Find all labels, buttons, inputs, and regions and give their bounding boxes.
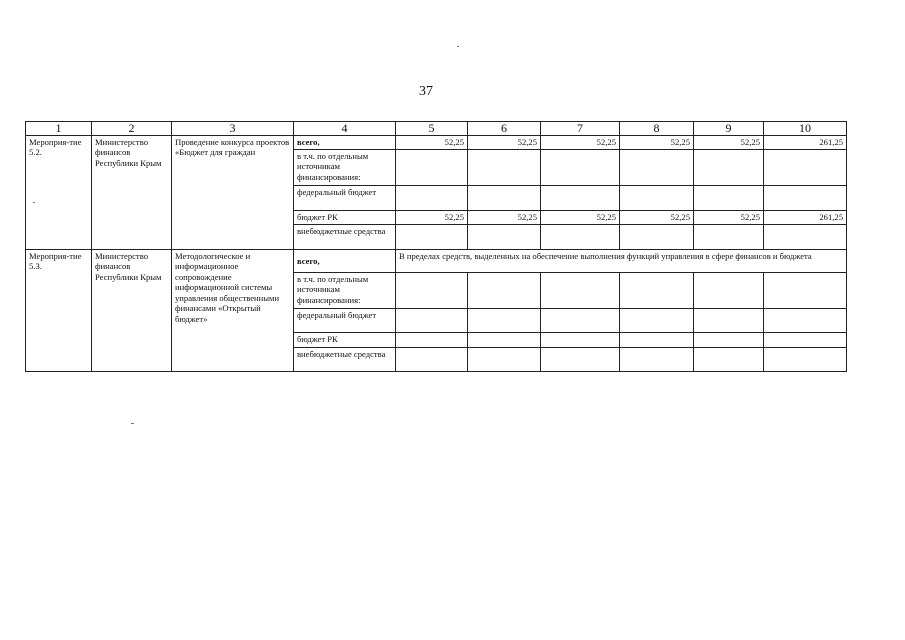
table-row	[26, 250, 847, 273]
value-cell	[764, 150, 847, 186]
value-cell	[396, 273, 468, 309]
funding-source: бюджет РК	[294, 333, 396, 348]
value-cell	[396, 150, 468, 186]
value-cell	[468, 333, 541, 348]
value-cell	[541, 333, 620, 348]
value-cell	[396, 186, 468, 211]
value-cell	[694, 333, 764, 348]
column-header: 2	[92, 122, 172, 136]
value-cell	[620, 273, 694, 309]
funding-source: федеральный бюджет	[294, 309, 396, 333]
value-cell	[468, 309, 541, 333]
value-cell	[764, 225, 847, 250]
value-cell: 52,25	[694, 136, 764, 150]
funding-source: в т.ч. по отдельным источникам финансирования:	[294, 150, 396, 186]
funding-source: федеральный бюджет	[294, 186, 396, 211]
value-cell: 261,25	[764, 211, 847, 225]
column-header: 5	[396, 122, 468, 136]
value-cell	[620, 225, 694, 250]
value-cell	[764, 186, 847, 211]
value-cell	[694, 348, 764, 372]
value-cell	[541, 225, 620, 250]
column-header: 6	[468, 122, 541, 136]
value-cell	[468, 150, 541, 186]
value-cell	[541, 348, 620, 372]
value-cell: 52,25	[541, 211, 620, 225]
value-cell	[620, 333, 694, 348]
scan-speck	[457, 46, 459, 47]
value-cell: 52,25	[620, 136, 694, 150]
activity-name: Проведение конкурса проектов «Бюджет для граждан	[172, 136, 294, 250]
financing-table	[25, 121, 847, 372]
value-cell	[468, 225, 541, 250]
value-cell	[694, 225, 764, 250]
funding-source: всего,	[294, 250, 396, 273]
value-cell	[396, 225, 468, 250]
table-row	[26, 136, 847, 150]
column-header: 4	[294, 122, 396, 136]
value-cell	[396, 333, 468, 348]
activity-executor: Министерство финансов Республики Крым	[92, 136, 172, 250]
scan-speck	[131, 423, 134, 424]
value-cell	[468, 186, 541, 211]
value-cell	[764, 333, 847, 348]
value-cell	[764, 309, 847, 333]
value-cell	[396, 348, 468, 372]
funding-source: внебюджетные средства	[294, 225, 396, 250]
scan-speck	[33, 202, 35, 203]
value-cell	[694, 273, 764, 309]
value-cell: 52,25	[620, 211, 694, 225]
funding-source: бюджет РК	[294, 211, 396, 225]
activity-name: Методологическое и информационное сопровождение информационной системы управления общественными финансами «Открытый бюджет»	[172, 250, 294, 372]
value-cell: 52,25	[694, 211, 764, 225]
activity-code: Мероприя-тие 5.2.	[26, 136, 92, 250]
column-header: 10	[764, 122, 847, 136]
column-header: 9	[694, 122, 764, 136]
page-number: 37	[419, 84, 433, 99]
value-cell: 52,25	[396, 211, 468, 225]
value-cell: 52,25	[468, 211, 541, 225]
value-cell: 261,25	[764, 136, 847, 150]
activity-code: Мероприя-тие 5.3.	[26, 250, 92, 372]
header-row	[26, 122, 847, 136]
value-cell: 52,25	[468, 136, 541, 150]
column-header: 8	[620, 122, 694, 136]
funding-note: В пределах средств, выделенных на обеспечение выполнения функций управления в сфере финансов и бюджета	[396, 250, 847, 273]
value-cell	[764, 348, 847, 372]
activity-executor: Министерство финансов Республики Крым	[92, 250, 172, 372]
value-cell	[764, 273, 847, 309]
column-header: 3	[172, 122, 294, 136]
value-cell	[620, 309, 694, 333]
value-cell	[694, 150, 764, 186]
value-cell	[541, 186, 620, 211]
value-cell	[541, 309, 620, 333]
funding-source: внебюджетные средства	[294, 348, 396, 372]
value-cell	[541, 273, 620, 309]
value-cell	[396, 309, 468, 333]
column-header: 7	[541, 122, 620, 136]
funding-source: всего,	[294, 136, 396, 150]
value-cell: 52,25	[541, 136, 620, 150]
funding-source: в т.ч. по отдельным источникам финансирования:	[294, 273, 396, 309]
value-cell	[620, 348, 694, 372]
value-cell	[468, 348, 541, 372]
value-cell	[694, 186, 764, 211]
value-cell	[620, 186, 694, 211]
value-cell: 52,25	[396, 136, 468, 150]
column-header: 1	[26, 122, 92, 136]
value-cell	[694, 309, 764, 333]
value-cell	[541, 150, 620, 186]
value-cell	[468, 273, 541, 309]
value-cell	[620, 150, 694, 186]
